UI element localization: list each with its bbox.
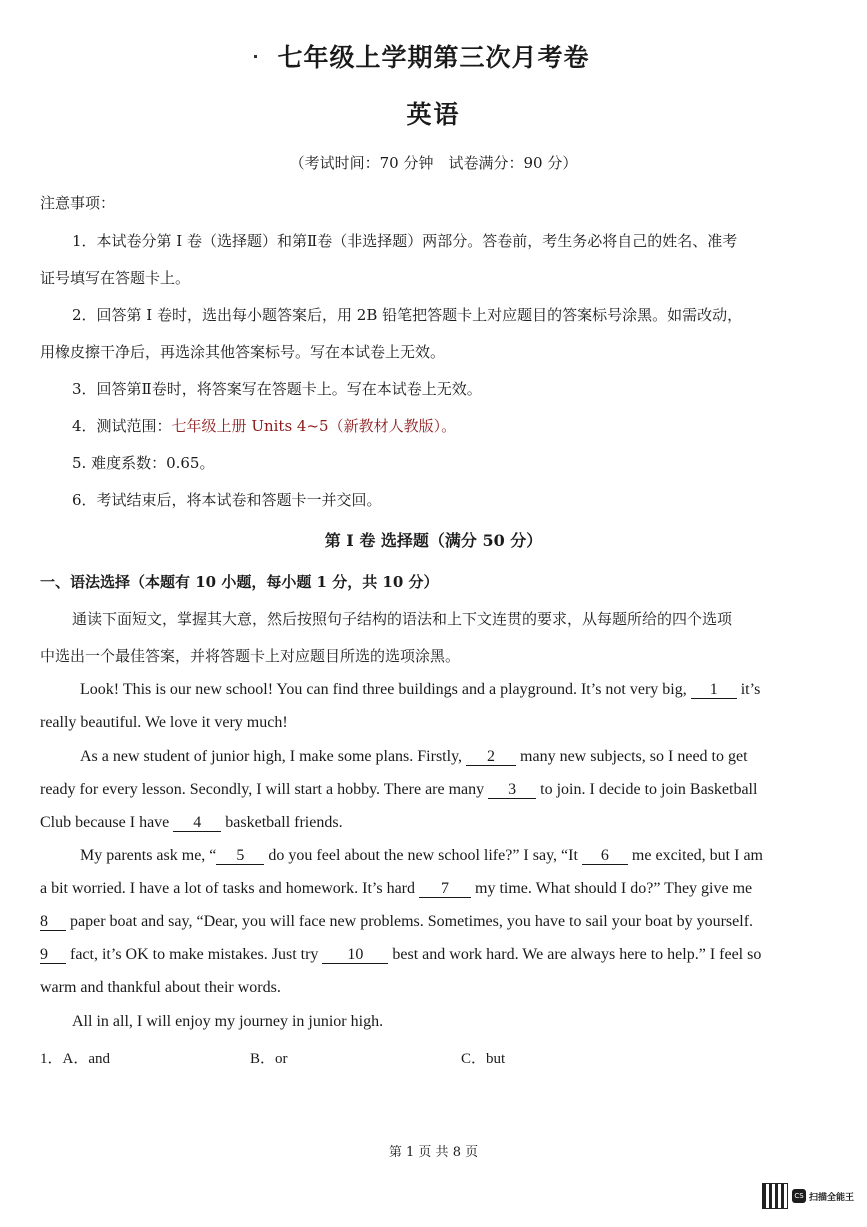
- scanner-watermark: [762, 1183, 854, 1209]
- blank-7: 7: [419, 881, 471, 898]
- note-4-prefix: 4．测试范围：: [72, 417, 172, 435]
- passage-line: [80, 748, 748, 766]
- passage-text: a bit worried. I have a lot of tasks and homework. It’s hard: [40, 880, 420, 897]
- passage-line: [40, 946, 761, 964]
- blank-3: 3: [488, 782, 536, 799]
- q1-option-b: B．or: [250, 1051, 288, 1067]
- note-5: 5. 难度系数：0.65。: [72, 454, 215, 472]
- note-1-line1: 1．本试卷分第 I 卷（选择题）和第Ⅱ卷（非选择题）两部分。答卷前，考生务必将自己的姓名、准考: [72, 232, 738, 250]
- passage-text: it’s: [736, 681, 761, 698]
- blank-10: 10: [322, 947, 388, 964]
- note-6: 6．考试结束后，将本试卷和答题卡一并交回。: [72, 491, 382, 509]
- passage-line: All in all, I will enjoy my journey in junior high.: [72, 1013, 384, 1030]
- subject-title: 英语: [406, 100, 461, 129]
- camscanner-logo-icon: CS: [792, 1189, 806, 1203]
- q1-option-c: C．but: [461, 1051, 506, 1067]
- passage-line: warm and thankful about their words.: [40, 979, 281, 996]
- exam-info: （考试时间：70 分钟 试卷满分：90 分）: [289, 154, 578, 172]
- note-4-range: 七年级上册 Units 4~5（新教材人教版）。: [171, 417, 457, 435]
- note-3: 3．回答第Ⅱ卷时，将答案写在答题卡上。写在本试卷上无效。: [72, 380, 482, 398]
- notes-heading: 注意事项：: [40, 194, 116, 212]
- blank-4: 4: [173, 815, 221, 832]
- passage-text: me excited, but I am: [627, 847, 763, 864]
- instruction-line2: 中选出一个最佳答案，并将答题卡上对应题目所选的选项涂黑。: [40, 647, 461, 665]
- section-title: 第 I 卷 选择题（满分 50 分）: [324, 531, 543, 550]
- part-title: 一、语法选择（本题有 10 小题，每小题 1 分，共 10 分）: [40, 573, 439, 591]
- note-4: [72, 415, 456, 436]
- instruction-line1: 通读下面短文，掌握其大意，然后按照句子结构的语法和上下文连贯的要求，从每题所给的四个选项: [72, 610, 733, 628]
- blank-9: 9: [40, 947, 66, 964]
- passage-text: My parents ask me, “: [80, 847, 217, 864]
- passage-text: to join. I decide to join Basketball: [536, 781, 758, 798]
- passage-text: fact, it’s OK to make mistakes. Just try: [66, 946, 323, 963]
- passage-text: my time. What should I do?” They give me: [471, 880, 753, 897]
- passage-text: basketball friends.: [221, 814, 343, 831]
- passage-line: [40, 781, 757, 799]
- blank-8: 8: [40, 914, 66, 931]
- blank-2: 2: [466, 749, 516, 766]
- blank-6: 6: [582, 848, 628, 865]
- qr-code-icon: [762, 1183, 788, 1209]
- blank-5: 5: [216, 848, 264, 865]
- scanner-brand: 扫描全能王: [809, 1192, 855, 1203]
- passage-line: [80, 847, 763, 865]
- passage-text: ready for every lesson. Secondly, I will start a hobby. There are many: [40, 781, 489, 798]
- blank-1: 1: [691, 682, 737, 699]
- q1-option-a: 1．A．and: [40, 1051, 110, 1067]
- passage-text: paper boat and say, “Dear, you will face new problems. Sometimes, you have to sail your boat by yourself.: [66, 913, 754, 930]
- passage-line: [80, 681, 760, 699]
- passage-line: really beautiful. We love it very much!: [40, 714, 288, 731]
- passage-line: [40, 913, 753, 931]
- page-footer: 第 1 页 共 8 页: [388, 1145, 479, 1160]
- passage-text: As a new student of junior high, I make some plans. Firstly,: [80, 748, 467, 765]
- passage-line: [40, 880, 752, 898]
- passage-line: [40, 814, 343, 832]
- passage-text: Club because I have: [40, 814, 174, 831]
- passage-text: do you feel about the new school life?” I say, “It: [264, 847, 582, 864]
- note-2-line1: 2．回答第 I 卷时，选出每小题答案后，用 2B 铅笔把答题卡上对应题目的答案标号涂黑。如需改动，: [72, 306, 743, 324]
- note-2-line2: 用橡皮擦干净后，再选涂其他答案标号。写在本试卷上无效。: [40, 343, 446, 361]
- exam-title: 七年级上学期第三次月考卷: [277, 43, 590, 72]
- note-1-line2: 证号填写在答题卡上。: [40, 269, 191, 287]
- passage-text: Look! This is our new school! You can find three buildings and a playground. It’s not very big,: [80, 681, 691, 698]
- passage-text: many new subjects, so I need to get: [516, 748, 748, 765]
- passage-text: best and work hard. We are always here to help.” I feel so: [388, 946, 762, 963]
